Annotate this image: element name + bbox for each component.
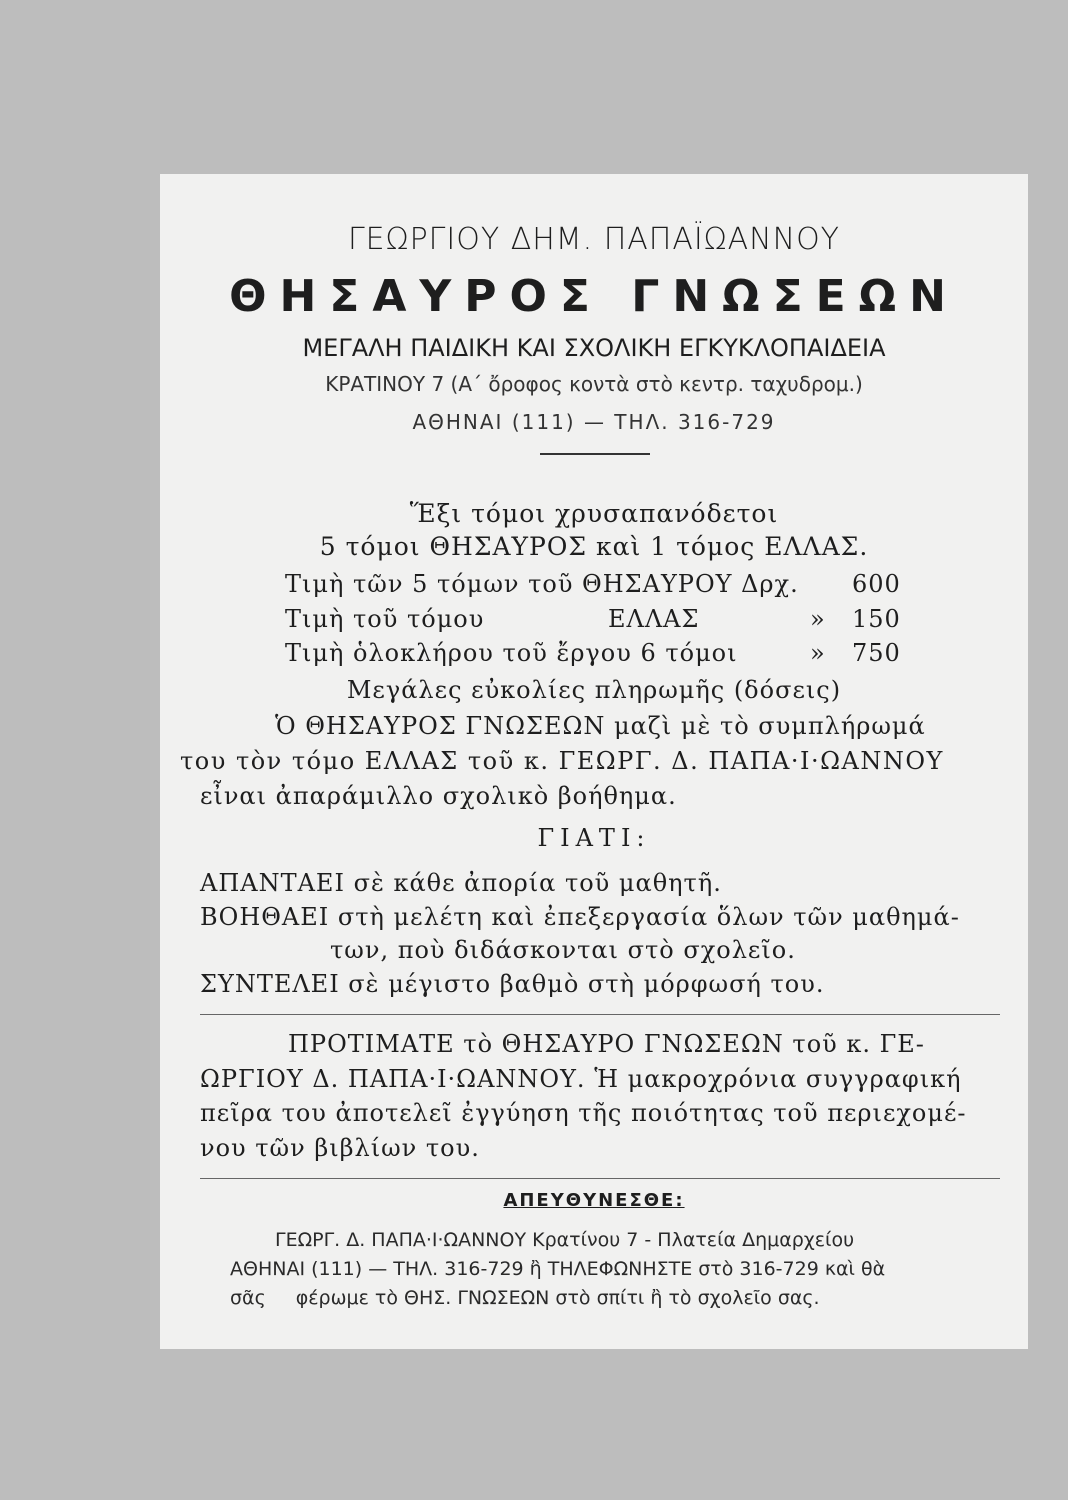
price-row (285, 639, 910, 671)
paragraph-line: ΠΡΟΤΙΜΑΤΕ τὸ ΘΗΣΑΥΡΟ ΓΝΩΣΕΩΝ τοῦ κ. ΓΕ- (288, 1030, 925, 1058)
ditto-mark: » (810, 639, 826, 667)
contact-text: φέρωμε τὸ ΘΗΣ. ΓΝΩΣΕΩΝ στὸ σπίτι ἢ τὸ σχολεῖο σας. (295, 1287, 820, 1309)
volumes-line-1: Ἕξι τόμοι χρυσαπανόδετοι (409, 499, 779, 528)
benefit-line: των, ποὺ διδάσκονται στὸ σχολεῖο. (330, 936, 796, 964)
publisher-city-phone: ΑΘΗΝΑΙ (111) — ΤΗΛ. 316-729 (412, 410, 776, 434)
price-label: Τιμὴ τοῦ τόμου (285, 605, 485, 633)
ditto-mark: » (810, 605, 826, 633)
paragraph-line: πεῖρα του ἀποτελεῖ ἐγγύηση τῆς ποιότητας τοῦ περιεχομέ- (200, 1099, 967, 1127)
publisher-address: ΚΡΑΤΙΝΟΥ 7 (Α΄ ὄροφος κοντὰ στὸ κεντρ. ταχυδρομ.) (325, 372, 863, 396)
price-value: 150 (852, 605, 901, 633)
price-item: ΕΛΛΑΣ (608, 605, 700, 633)
price-label: Τιμὴ ὁλοκλήρου τοῦ ἔργου 6 τόμοι (285, 639, 738, 667)
author-name: ΓΕΩΡΓΙΟΥ ΔΗΜ. ΠΑΠΑΪΩΑΝΝΟΥ (347, 222, 841, 257)
benefit-line: ΑΠΑΝΤΑΕΙ σὲ κάθε ἀπορία τοῦ μαθητῆ. (200, 869, 722, 897)
paragraph-line: Ὁ ΘΗΣΑΥΡΟΣ ΓΝΩΣΕΩΝ μαζὶ μὲ τὸ συμπλήρωμά (275, 712, 926, 740)
contact-line (230, 1287, 820, 1309)
price-row (285, 570, 910, 602)
price-value: 750 (852, 639, 901, 667)
paragraph-line: του τὸν τόμο ΕΛΛΑΣ τοῦ κ. ΓΕΩΡΓ. Δ. ΠΑΠΑ·Ι·ΩΑΝΝΟΥ (180, 747, 944, 775)
benefit-line: ΣΥΝΤΕΛΕΙ σὲ μέγιστο βαθμὸ στὴ μόρφωσή του. (200, 970, 825, 998)
price-label: Τιμὴ τῶν 5 τόμων τοῦ ΘΗΣΑΥΡΟΥ Δρχ. (285, 570, 799, 598)
paragraph-line: εἶναι ἀπαράμιλλο σχολικὸ βοήθημα. (200, 782, 677, 810)
volumes-line-2: 5 τόμοι ΘΗΣΑΥΡΟΣ καὶ 1 τόμος ΕΛΛΑΣ. (319, 532, 869, 561)
why-heading: ΓΙΑΤΙ: (537, 824, 651, 852)
price-row (285, 605, 910, 637)
divider (540, 453, 650, 455)
contact-text: σᾶς (230, 1287, 266, 1309)
paragraph-line: νου τῶν βιβλίων του. (200, 1134, 480, 1162)
book-subtitle: ΜΕΓΑΛΗ ΠΑΙΔΙΚΗ ΚΑΙ ΣΧΟΛΙΚΗ ΕΓΚΥΚΛΟΠΑΙΔΕΙΑ (302, 334, 886, 362)
divider (200, 1014, 1000, 1015)
contact-line: ΓΕΩΡΓ. Δ. ΠΑΠΑ·Ι·ΩΑΝΝΟΥ Κρατίνου 7 - Πλατεία Δημαρχείου (275, 1229, 855, 1251)
book-title: ΘΗΣΑΥΡΟΣ ΓΝΩΣΕΩΝ (229, 271, 959, 322)
advertisement-card (160, 174, 1028, 1349)
easy-payment-terms: Μεγάλες εὐκολίες πληρωμῆς (δόσεις) (346, 676, 842, 704)
contact-heading: ΑΠΕΥΘΥΝΕΣΘΕ: (503, 1190, 685, 1211)
benefit-line: ΒΟΗΘΑΕΙ στὴ μελέτη καὶ ἐπεξεργασία ὅλων τῶν μαθημά- (200, 903, 960, 931)
paragraph-line: ΩΡΓΙΟΥ Δ. ΠΑΠΑ·Ι·ΩΑΝΝΟΥ. Ἡ μακροχρόνια συγγραφική (200, 1065, 962, 1093)
contact-line: ΑΘΗΝΑΙ (111) — ΤΗΛ. 316-729 ἢ ΤΗΛΕΦΩΝΗΣΤΕ στὸ 316-729 καὶ θὰ (230, 1258, 886, 1280)
price-value: 600 (852, 570, 901, 598)
divider (200, 1178, 1000, 1179)
